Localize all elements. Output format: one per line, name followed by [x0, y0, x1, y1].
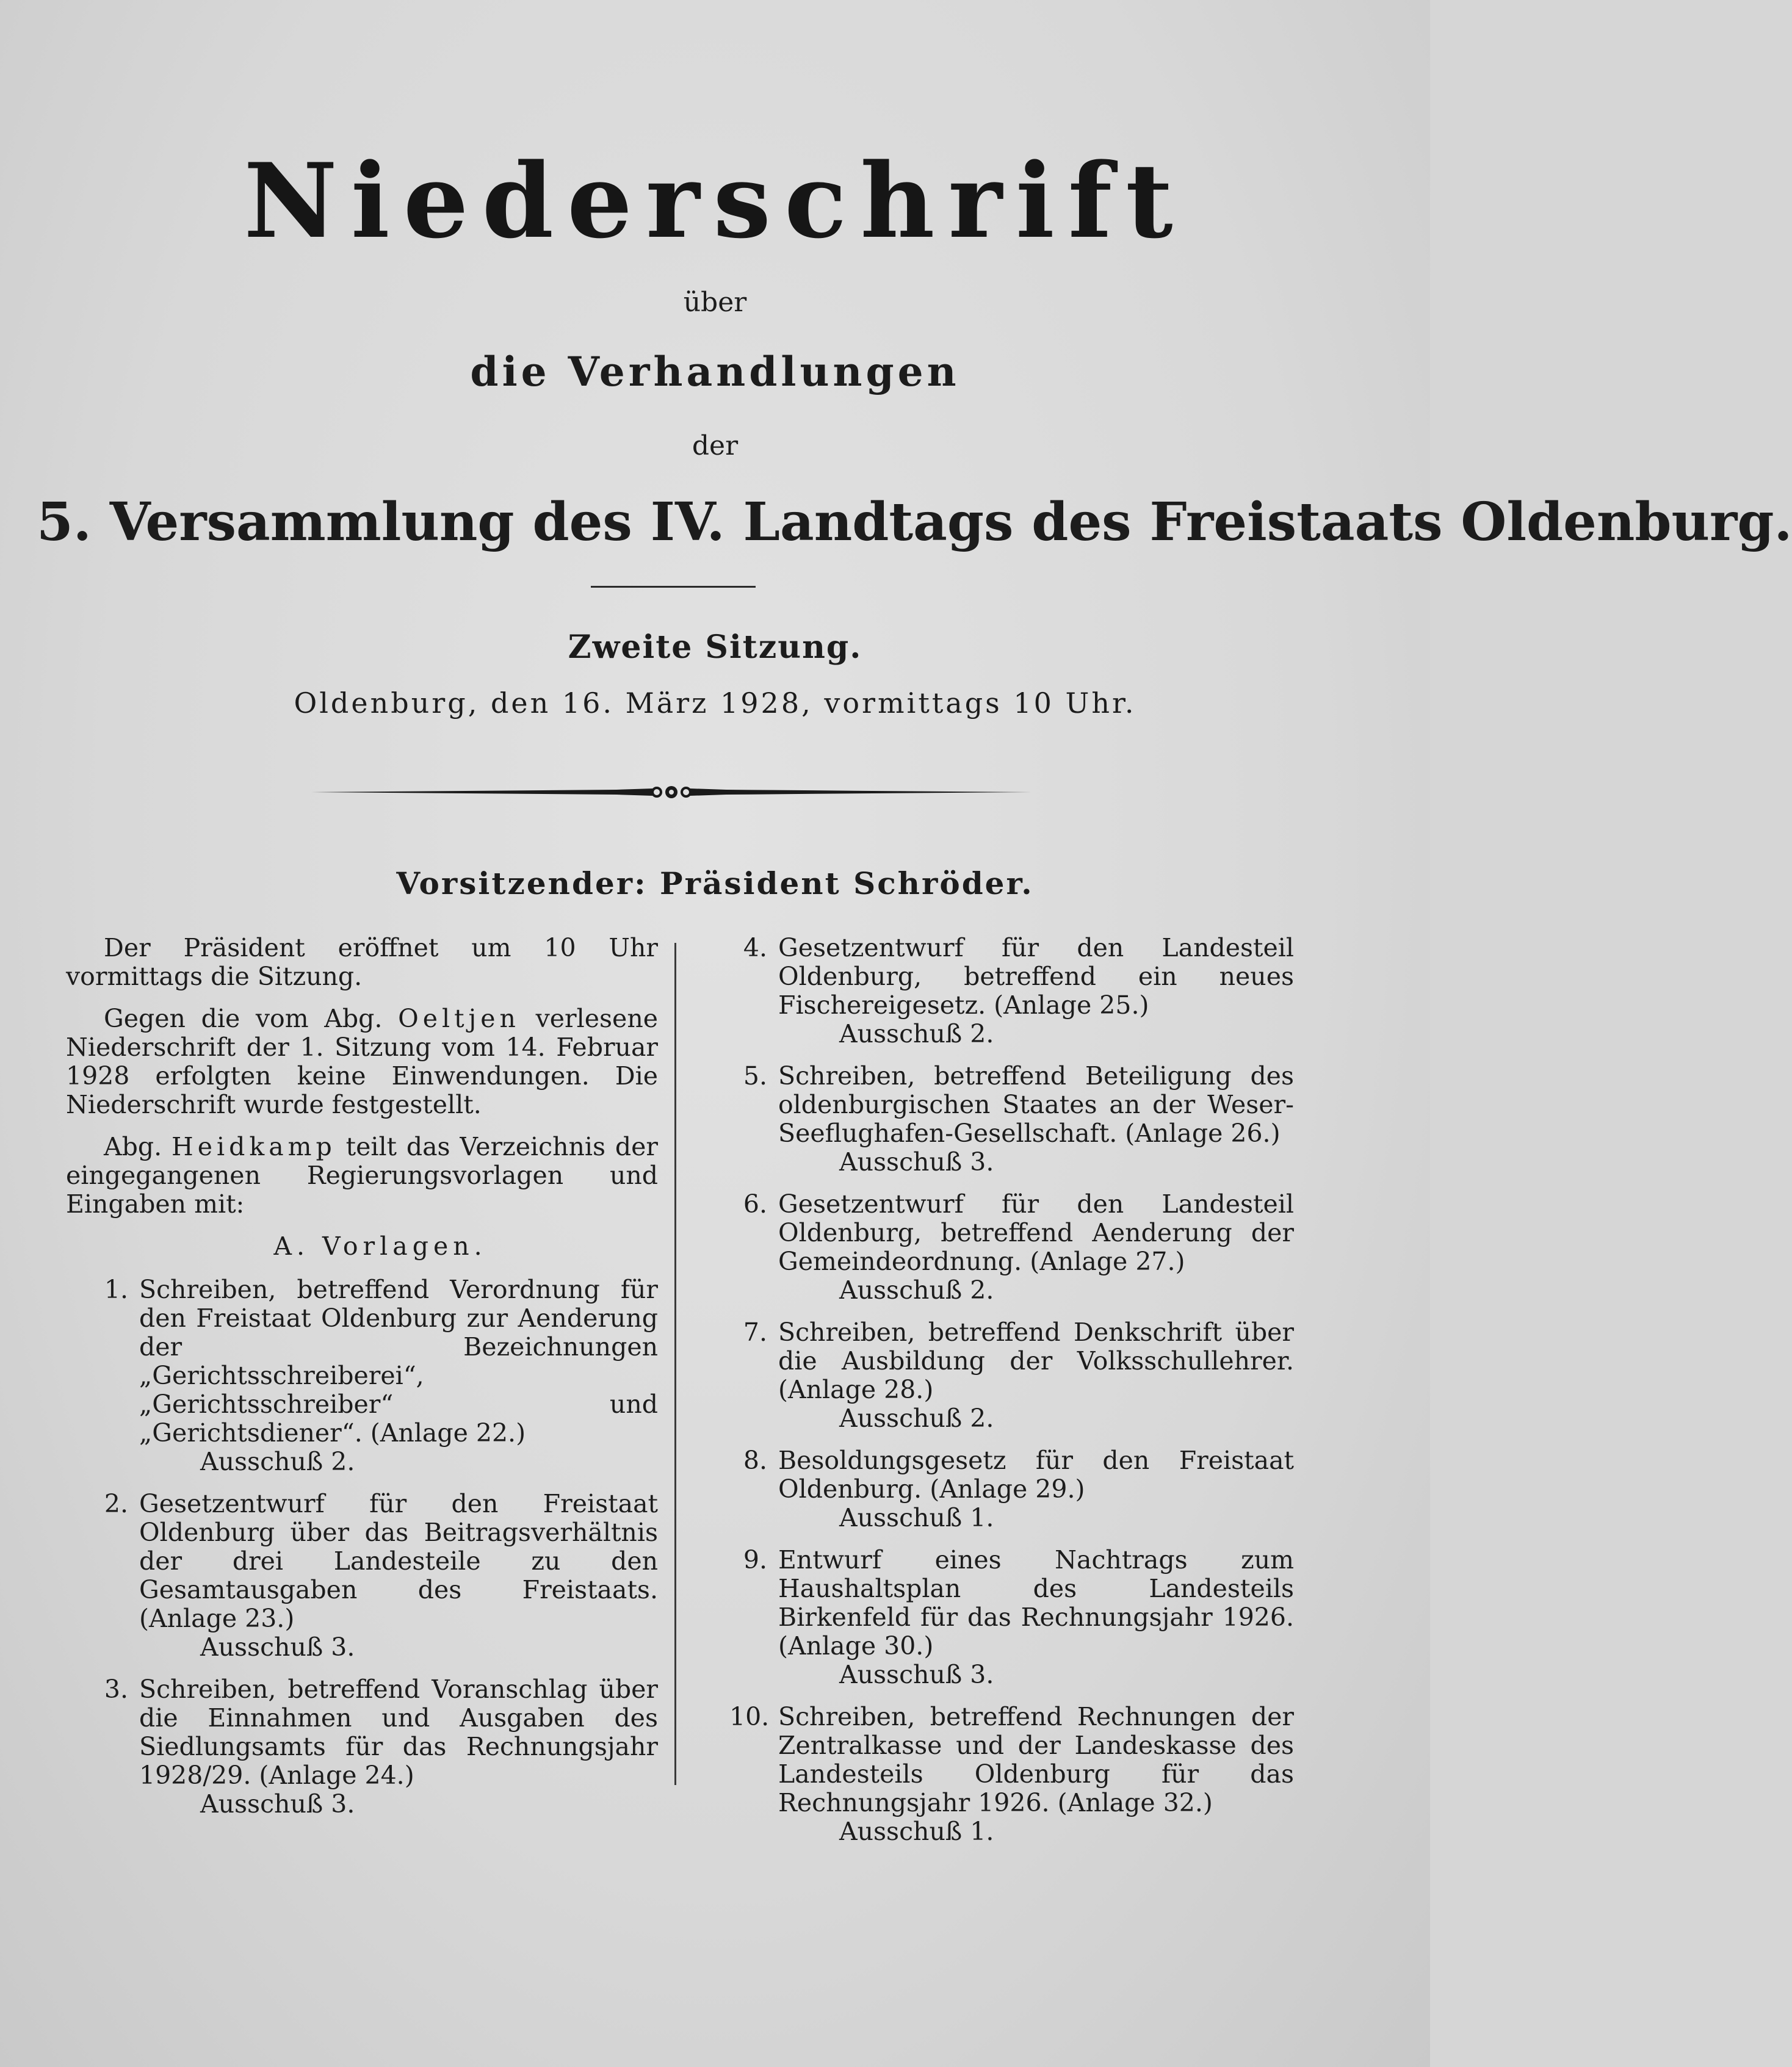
item-number: 10. — [729, 1702, 770, 1731]
list-item — [729, 1446, 1294, 1532]
item-text — [139, 1675, 658, 1819]
item-number: 3. — [104, 1675, 128, 1704]
text-fragment: Abg. — [104, 1132, 162, 1161]
right-column — [729, 934, 1294, 1860]
list-item — [729, 1190, 1294, 1305]
subtitle-ueber: über — [683, 287, 747, 318]
item-text — [778, 1703, 1294, 1846]
assembly-heading: 5. Versammlung des IV. Landtags des Freistaats Oldenburg. — [37, 491, 1792, 553]
committee-assignment: Ausschuß 2. — [839, 1275, 994, 1305]
register-paragraph — [66, 1133, 658, 1219]
item-description: Schreiben, betreffend Voranschlag über die Einnahmen und Ausgaben des Siedlungsamts für das Rechnungsjahr 1928/29. (Anlage 24.) — [139, 1675, 658, 1790]
list-item — [729, 1546, 1294, 1689]
text-fragment: teilt das Verzeichnis der eingegangenen Regierungsvorlagen und Eingaben mit: — [66, 1132, 658, 1219]
item-description: Schreiben, betreffend Verordnung für den Freistaat Oldenburg zur Aenderung der Bezeichnungen „Gerichtsschreiberei“, „Gerichtsschreiber“ und „Gerichtsdiener“. (Anlage 22.) — [139, 1275, 658, 1448]
list-item — [729, 1703, 1294, 1846]
item-description: Schreiben, betreffend Beteiligung des oldenburgischen Staates an der Weser-Seeflughafen-Gesellschaft. (Anlage 26.) — [778, 1061, 1294, 1148]
subtitle-der: der — [692, 430, 739, 461]
list-item — [66, 1275, 658, 1476]
list-item — [729, 934, 1294, 1048]
item-number: 2. — [104, 1489, 128, 1518]
item-number: 6. — [743, 1189, 767, 1219]
committee-assignment: Ausschuß 1. — [839, 1503, 994, 1532]
item-text — [139, 1490, 658, 1662]
committee-assignment: Ausschuß 1. — [839, 1817, 994, 1846]
item-text — [139, 1275, 658, 1476]
item-number: 1. — [104, 1275, 128, 1304]
section-heading: A. Vorlagen. — [273, 1232, 487, 1261]
item-number: 7. — [743, 1318, 767, 1347]
session-heading: Zweite Sitzung. — [568, 629, 862, 666]
list-item — [66, 1675, 658, 1819]
chair-line: Vorsitzender: Präsident Schröder. — [396, 865, 1034, 901]
place-date-line: Oldenburg, den 16. März 1928, vormittags 10 Uhr. — [294, 687, 1136, 720]
minutes-paragraph — [66, 1005, 658, 1119]
item-text — [778, 1062, 1294, 1177]
short-divider — [591, 586, 756, 588]
committee-assignment: Ausschuß 3. — [200, 1789, 355, 1819]
committee-assignment: Ausschuß 3. — [200, 1632, 355, 1662]
document-title: Niederschrift — [244, 140, 1187, 261]
list-item — [66, 1490, 658, 1662]
text-fragment: Gegen die vom Abg. — [104, 1004, 383, 1033]
list-item — [729, 1062, 1294, 1177]
subtitle-verhandlungen: die Verhandlungen — [470, 348, 960, 395]
left-column — [66, 934, 658, 1832]
item-number: 9. — [743, 1545, 767, 1575]
item-number: 8. — [743, 1446, 767, 1475]
committee-assignment: Ausschuß 2. — [839, 1019, 994, 1048]
member-name: Heidkamp — [171, 1132, 336, 1161]
ornamental-rule — [311, 780, 1031, 804]
committee-assignment: Ausschuß 2. — [200, 1447, 355, 1476]
item-description: Gesetzentwurf für den Freistaat Oldenburg über das Beitragsverhältnis der drei Landesteile zu den Gesamtausgaben des Freistaats. (Anlage 23.) — [139, 1489, 658, 1633]
item-description: Gesetzentwurf für den Landesteil Oldenburg, betreffend ein neues Fischereigesetz. (Anlage 25.) — [778, 933, 1294, 1020]
text-fragment: verlesene Niederschrift der 1. Sitzung vom 14. Februar 1928 erfolgten keine Einwendungen. Die Niederschrift wurde festgestellt. — [66, 1004, 658, 1119]
item-number: 5. — [743, 1061, 767, 1091]
committee-assignment: Ausschuß 2. — [839, 1404, 994, 1433]
list-item — [729, 1318, 1294, 1433]
opening-paragraph: Der Präsident eröffnet um 10 Uhr vormittags die Sitzung. — [66, 933, 658, 991]
item-text — [778, 934, 1294, 1048]
item-description: Schreiben, betreffend Rechnungen der Zentralkasse und der Landeskasse des Landesteils Oldenburg für das Rechnungsjahr 1926. (Anlage 32.) — [778, 1702, 1294, 1817]
item-description: Besoldungsgesetz für den Freistaat Oldenburg. (Anlage 29.) — [778, 1446, 1294, 1504]
committee-assignment: Ausschuß 3. — [839, 1660, 994, 1689]
item-number: 4. — [743, 933, 767, 962]
item-description: Gesetzentwurf für den Landesteil Oldenburg, betreffend Aenderung der Gemeindeordnung. (Anlage 27.) — [778, 1189, 1294, 1276]
committee-assignment: Ausschuß 3. — [839, 1147, 994, 1177]
item-description: Schreiben, betreffend Denkschrift über die Ausbildung der Volksschullehrer. (Anlage 28.) — [778, 1318, 1294, 1404]
item-text — [778, 1318, 1294, 1433]
item-description: Entwurf eines Nachtrags zum Haushaltsplan des Landesteils Birkenfeld für das Rechnungsjahr 1926. (Anlage 30.) — [778, 1545, 1294, 1661]
member-name: Oeltjen — [398, 1004, 520, 1033]
item-text — [778, 1190, 1294, 1305]
item-text — [778, 1546, 1294, 1689]
column-divider — [674, 943, 676, 1785]
item-text — [778, 1446, 1294, 1532]
